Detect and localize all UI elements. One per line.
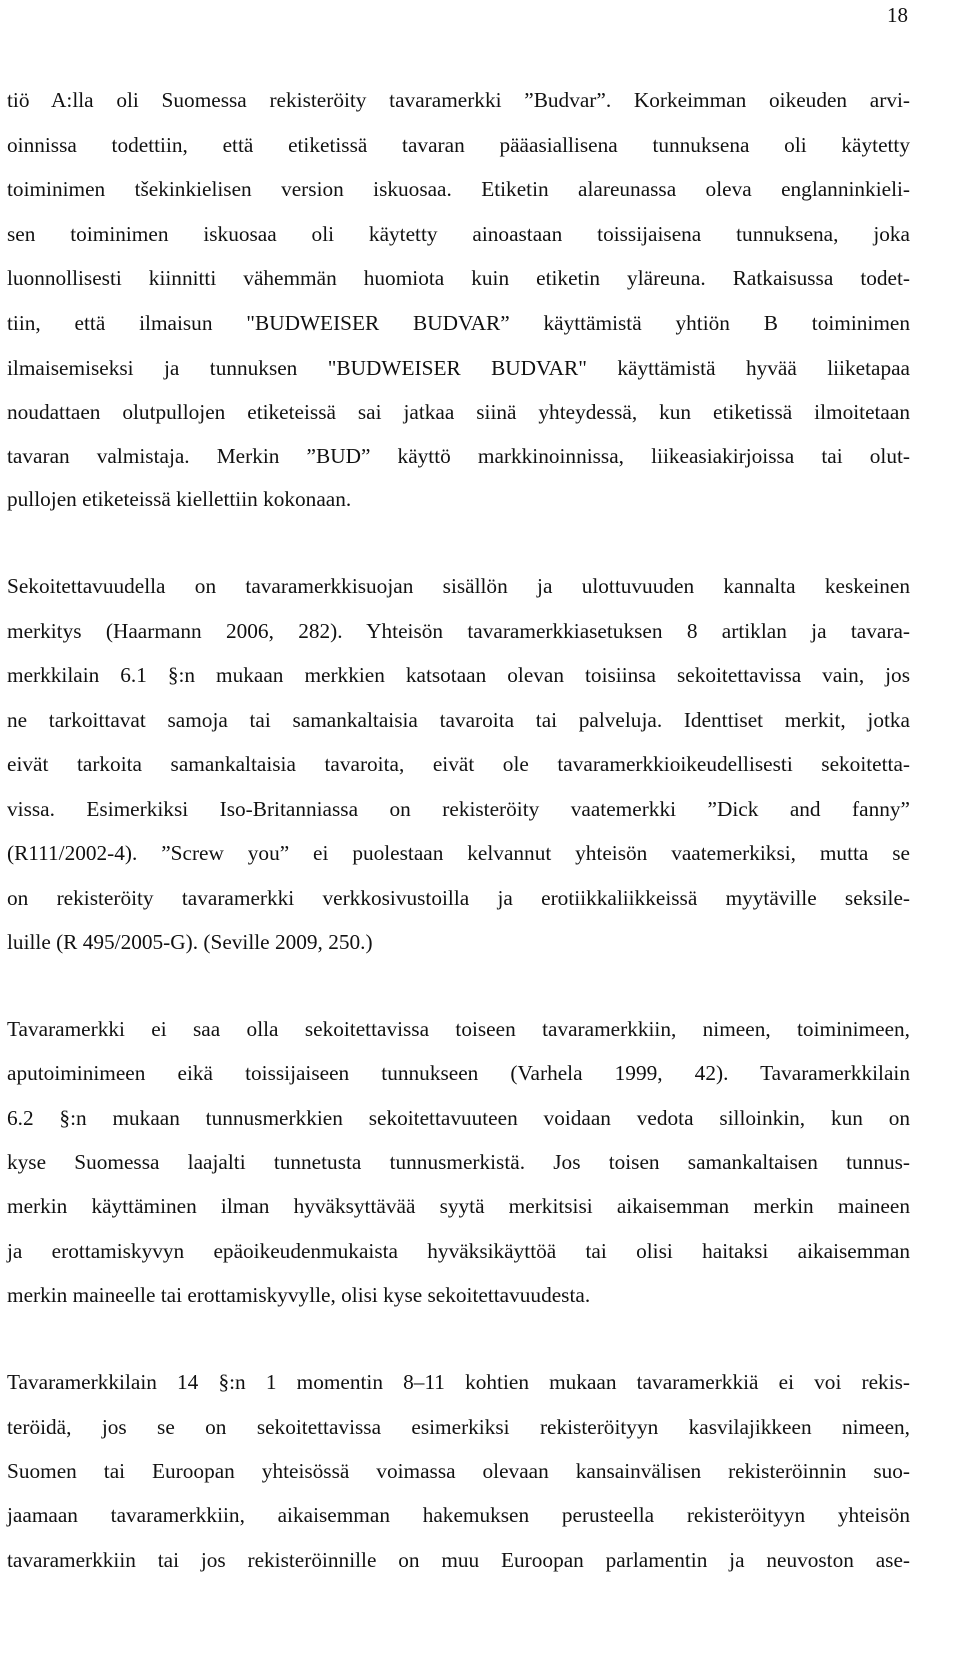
paragraph-4-line-2: teröidä, jos se on sekoitettavissa esimerkiksi rekisteröityyn kasvilajikkeen nimeen, xyxy=(7,1415,910,1439)
page-number: 18 xyxy=(887,3,908,27)
paragraph-2-line-9: luille (R 495/2005-G). (Seville 2009, 250.) xyxy=(7,930,373,954)
paragraph-1-line-8: noudattaen olutpullojen etiketeissä sai jatkaa siinä yhteydessä, kun etiketissä ilmoitetaan xyxy=(7,400,910,424)
paragraph-4-line-4: jaamaan tavaramerkkiin, aikaisemman hakemuksen perusteella rekisteröityyn yhteisön xyxy=(7,1503,910,1527)
paragraph-3-line-7: merkin maineelle tai erottamiskyvylle, olisi kyse sekoitettavuudesta. xyxy=(7,1283,591,1307)
paragraph-3-line-4: kyse Suomessa laajalti tunnetusta tunnusmerkistä. Jos toisen samankaltaisen tunnus- xyxy=(7,1150,910,1174)
paragraph-1-line-1: tiö A:lla oli Suomessa rekisteröity tavaramerkki ”Budvar”. Korkeimman oikeuden arvi- xyxy=(7,88,910,112)
paragraph-4-line-5: tavaramerkkiin tai jos rekisteröinnille on muu Euroopan parlamentin ja neuvoston ase- xyxy=(7,1548,910,1572)
paragraph-1-line-3: toiminimen tšekinkielisen version iskuosaa. Etiketin alareunassa oleva englanninkieli- xyxy=(7,177,910,201)
paragraph-1-line-6: tiin, että ilmaisun "BUDWEISER BUDVAR” käyttämistä yhtiön B toiminimen xyxy=(7,311,910,335)
paragraph-3-line-1: Tavaramerkki ei saa olla sekoitettavissa toiseen tavaramerkkiin, nimeen, toiminimeen, xyxy=(7,1017,910,1041)
paragraph-2-line-8: on rekisteröity tavaramerkki verkkosivustoilla ja erotiikkaliikkeissä myytäville seksile- xyxy=(7,886,910,910)
paragraph-4-line-1: Tavaramerkkilain 14 §:n 1 momentin 8–11 kohtien mukaan tavaramerkkiä ei voi rekis- xyxy=(7,1370,910,1394)
paragraph-1-line-10: pullojen etiketeissä kiellettiin kokonaan. xyxy=(7,487,352,511)
paragraph-2-line-5: eivät tarkoita samankaltaisia tavaroita, eivät ole tavaramerkkioikeudellisesti sekoitetta- xyxy=(7,752,910,776)
paragraph-2-line-4: ne tarkoittavat samoja tai samankaltaisia tavaroita tai palveluja. Identtiset merkit, jotka xyxy=(7,708,910,732)
paragraph-3-line-6: ja erottamiskyvyn epäoikeudenmukaista hyväksikäyttöä tai olisi haitaksi aikaisemman xyxy=(7,1239,910,1263)
paragraph-1-line-2: oinnissa todettiin, että etiketissä tavaran pääasiallisena tunnuksena oli käytetty xyxy=(7,133,910,157)
paragraph-2-line-6: vissa. Esimerkiksi Iso-Britanniassa on rekisteröity vaatemerkki ”Dick and fanny” xyxy=(7,797,910,821)
paragraph-1-line-4: sen toiminimen iskuosaa oli käytetty ainoastaan toissijaisena tunnuksena, joka xyxy=(7,222,910,246)
paragraph-2-line-2: merkitys (Haarmann 2006, 282). Yhteisön tavaramerkkiasetuksen 8 artiklan ja tavara- xyxy=(7,619,910,643)
paragraph-2-line-3: merkkilain 6.1 §:n mukaan merkkien katsotaan olevan toisiinsa sekoitettavissa vain, jos xyxy=(7,663,910,687)
paragraph-1-line-5: luonnollisesti kiinnitti vähemmän huomiota kuin etiketin yläreuna. Ratkaisussa todet- xyxy=(7,266,910,290)
paragraph-3-line-2: aputoiminimeen eikä toissijaiseen tunnukseen (Varhela 1999, 42). Tavaramerkkilain xyxy=(7,1061,910,1085)
paragraph-2-line-7: (R111/2002-4). ”Screw you” ei puolestaan kelvannut yhteisön vaatemerkiksi, mutta se xyxy=(7,841,910,865)
paragraph-3-line-5: merkin käyttäminen ilman hyväksyttävää syytä merkitsisi aikaisemman merkin maineen xyxy=(7,1194,910,1218)
paragraph-1-line-7: ilmaisemiseksi ja tunnuksen "BUDWEISER BUDVAR" käyttämistä hyvää liiketapaa xyxy=(7,356,910,380)
paragraph-3-line-3: 6.2 §:n mukaan tunnusmerkkien sekoitettavuuteen voidaan vedota silloinkin, kun on xyxy=(7,1106,910,1130)
paragraph-2-line-1: Sekoitettavuudella on tavaramerkkisuojan sisällön ja ulottuvuuden kannalta keskeinen xyxy=(7,574,910,598)
paragraph-4-line-3: Suomen tai Euroopan yhteisössä voimassa olevaan kansainvälisen rekisteröinnin suo- xyxy=(7,1459,910,1483)
paragraph-1-line-9: tavaran valmistaja. Merkin ”BUD” käyttö markkinoinnissa, liikeasiakirjoissa tai olut- xyxy=(7,444,910,468)
